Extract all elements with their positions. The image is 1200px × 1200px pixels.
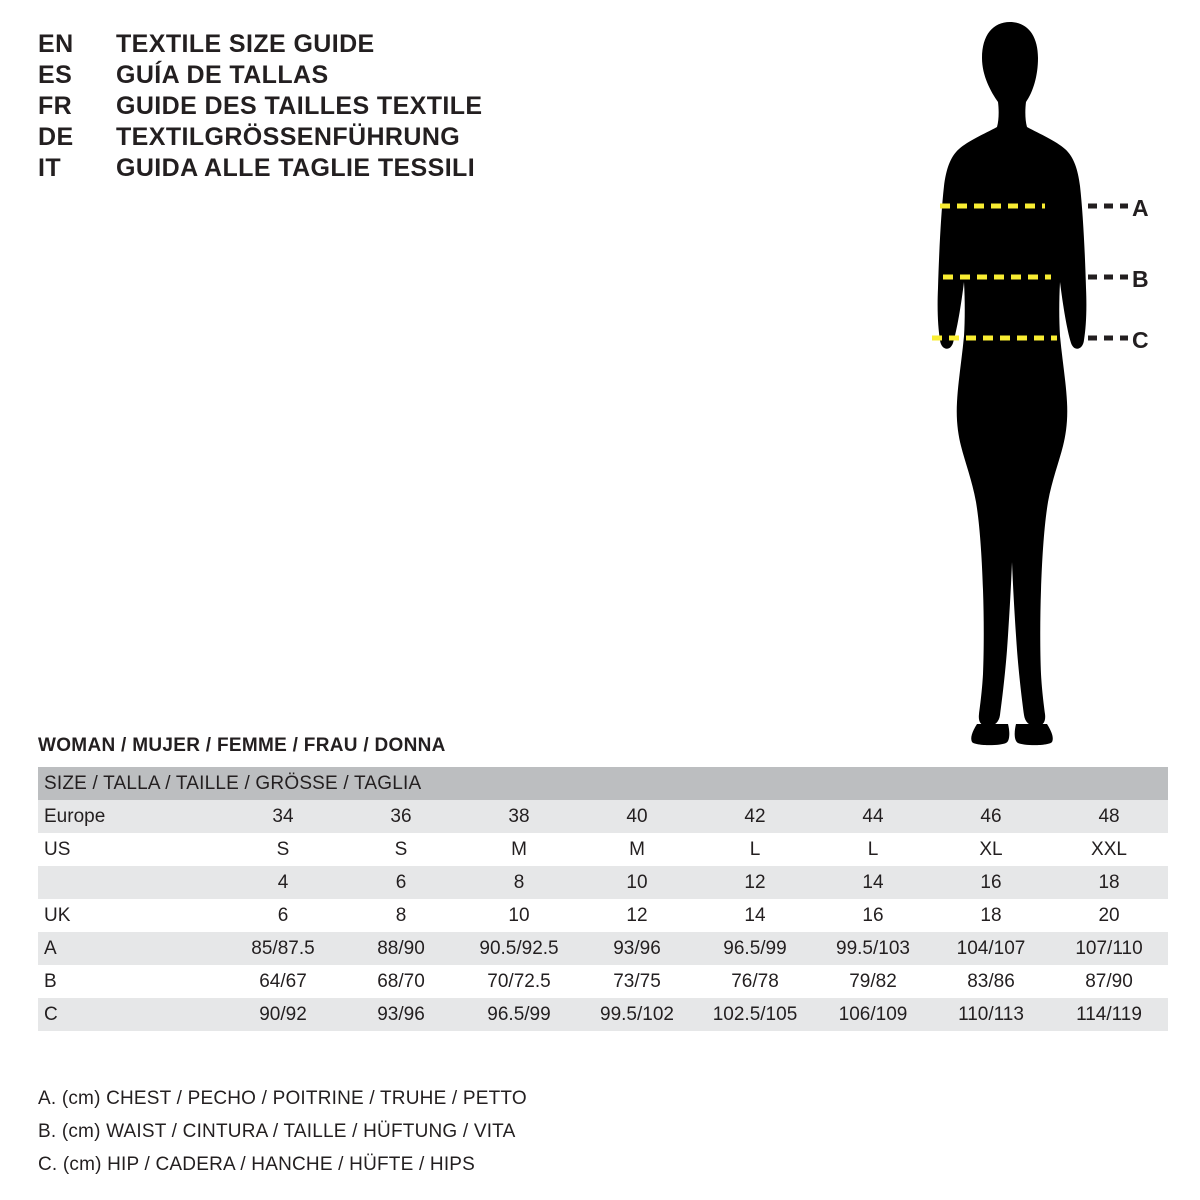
cell-us-3: M <box>578 833 696 866</box>
table-row <box>38 866 1168 899</box>
title-row-it <box>38 154 678 183</box>
marker-label-a: A <box>1132 195 1149 221</box>
table-row <box>38 833 1168 866</box>
cell-b-7: 87/90 <box>1050 965 1168 998</box>
title-row-es <box>38 61 678 90</box>
table-row <box>38 998 1168 1031</box>
cell-us-5: L <box>814 833 932 866</box>
table-caption: WOMAN / MUJER / FEMME / FRAU / DONNA <box>38 735 446 756</box>
table-row <box>38 899 1168 932</box>
marker-label-b: B <box>1132 266 1149 292</box>
cell-b-5: 79/82 <box>814 965 932 998</box>
female-silhouette-icon <box>860 10 1190 750</box>
row-label-a: A <box>38 932 224 965</box>
cell-us-4: L <box>696 833 814 866</box>
title-lang-fr: FR <box>38 92 73 120</box>
footnote-b: B. (cm) WAIST / CINTURA / TAILLE / HÜFTUNG / VITA <box>38 1121 516 1142</box>
cell-usnum-4: 12 <box>696 866 814 899</box>
title-lang-it: IT <box>38 154 62 182</box>
cell-usnum-0: 4 <box>224 866 342 899</box>
cell-c-3: 99.5/102 <box>578 998 696 1031</box>
size-table-section <box>38 735 1166 1031</box>
cell-b-6: 83/86 <box>932 965 1050 998</box>
table-row <box>38 932 1168 965</box>
cell-uk-4: 14 <box>696 899 814 932</box>
title-block <box>38 30 678 185</box>
cell-a-0: 85/87.5 <box>224 932 342 965</box>
title-row-fr <box>38 92 678 121</box>
cell-b-2: 70/72.5 <box>460 965 578 998</box>
cell-c-5: 106/109 <box>814 998 932 1031</box>
row-label-us-numeric <box>38 866 224 899</box>
cell-c-7: 114/119 <box>1050 998 1168 1031</box>
size-table <box>38 767 1168 1031</box>
title-row-de <box>38 123 678 152</box>
cell-us-6: XL <box>932 833 1050 866</box>
cell-b-1: 68/70 <box>342 965 460 998</box>
cell-a-3: 93/96 <box>578 932 696 965</box>
title-row-en <box>38 30 678 59</box>
cell-europe-7: 48 <box>1050 800 1168 833</box>
cell-europe-5: 44 <box>814 800 932 833</box>
title-lang-de: DE <box>38 123 74 151</box>
cell-europe-2: 38 <box>460 800 578 833</box>
cell-us-0: S <box>224 833 342 866</box>
table-row <box>38 800 1168 833</box>
row-label-europe: Europe <box>38 800 224 833</box>
cell-c-1: 93/96 <box>342 998 460 1031</box>
cell-usnum-1: 6 <box>342 866 460 899</box>
title-text-fr: GUIDE DES TAILLES TEXTILE <box>116 92 483 120</box>
cell-c-2: 96.5/99 <box>460 998 578 1031</box>
cell-usnum-3: 10 <box>578 866 696 899</box>
title-text-en: TEXTILE SIZE GUIDE <box>116 30 375 58</box>
marker-label-c: C <box>1132 327 1149 353</box>
cell-uk-5: 16 <box>814 899 932 932</box>
size-guide-figure <box>860 10 1190 750</box>
title-text-it: GUIDA ALLE TAGLIE TESSILI <box>116 154 476 182</box>
title-lang-en: EN <box>38 30 74 58</box>
cell-a-1: 88/90 <box>342 932 460 965</box>
cell-b-3: 73/75 <box>578 965 696 998</box>
title-text-es: GUÍA DE TALLAS <box>116 61 329 89</box>
cell-us-2: M <box>460 833 578 866</box>
row-label-uk: UK <box>38 899 224 932</box>
row-label-us: US <box>38 833 224 866</box>
cell-c-4: 102.5/105 <box>696 998 814 1031</box>
cell-a-2: 90.5/92.5 <box>460 932 578 965</box>
cell-usnum-5: 14 <box>814 866 932 899</box>
cell-c-6: 110/113 <box>932 998 1050 1031</box>
cell-uk-3: 12 <box>578 899 696 932</box>
cell-usnum-7: 18 <box>1050 866 1168 899</box>
table-header-row <box>38 767 1168 800</box>
cell-a-7: 107/110 <box>1050 932 1168 965</box>
row-label-c: C <box>38 998 224 1031</box>
cell-usnum-6: 16 <box>932 866 1050 899</box>
cell-europe-3: 40 <box>578 800 696 833</box>
cell-europe-4: 42 <box>696 800 814 833</box>
table-header-label: SIZE / TALLA / TAILLE / GRÖSSE / TAGLIA <box>38 767 1168 800</box>
cell-europe-0: 34 <box>224 800 342 833</box>
cell-c-0: 90/92 <box>224 998 342 1031</box>
cell-uk-1: 8 <box>342 899 460 932</box>
cell-b-4: 76/78 <box>696 965 814 998</box>
table-row <box>38 965 1168 998</box>
cell-europe-1: 36 <box>342 800 460 833</box>
cell-a-6: 104/107 <box>932 932 1050 965</box>
row-label-b: B <box>38 965 224 998</box>
cell-us-1: S <box>342 833 460 866</box>
footnote-c: C. (cm) HIP / CADERA / HANCHE / HÜFTE / HIPS <box>38 1154 476 1175</box>
cell-usnum-2: 8 <box>460 866 578 899</box>
cell-uk-2: 10 <box>460 899 578 932</box>
footnotes <box>38 1088 938 1187</box>
cell-uk-7: 20 <box>1050 899 1168 932</box>
cell-europe-6: 46 <box>932 800 1050 833</box>
cell-us-7: XXL <box>1050 833 1168 866</box>
title-text-de: TEXTILGRÖSSENFÜHRUNG <box>116 123 461 151</box>
cell-uk-6: 18 <box>932 899 1050 932</box>
cell-b-0: 64/67 <box>224 965 342 998</box>
cell-a-5: 99.5/103 <box>814 932 932 965</box>
title-lang-es: ES <box>38 61 73 89</box>
cell-a-4: 96.5/99 <box>696 932 814 965</box>
cell-uk-0: 6 <box>224 899 342 932</box>
footnote-a: A. (cm) CHEST / PECHO / POITRINE / TRUHE / PETTO <box>38 1088 527 1109</box>
